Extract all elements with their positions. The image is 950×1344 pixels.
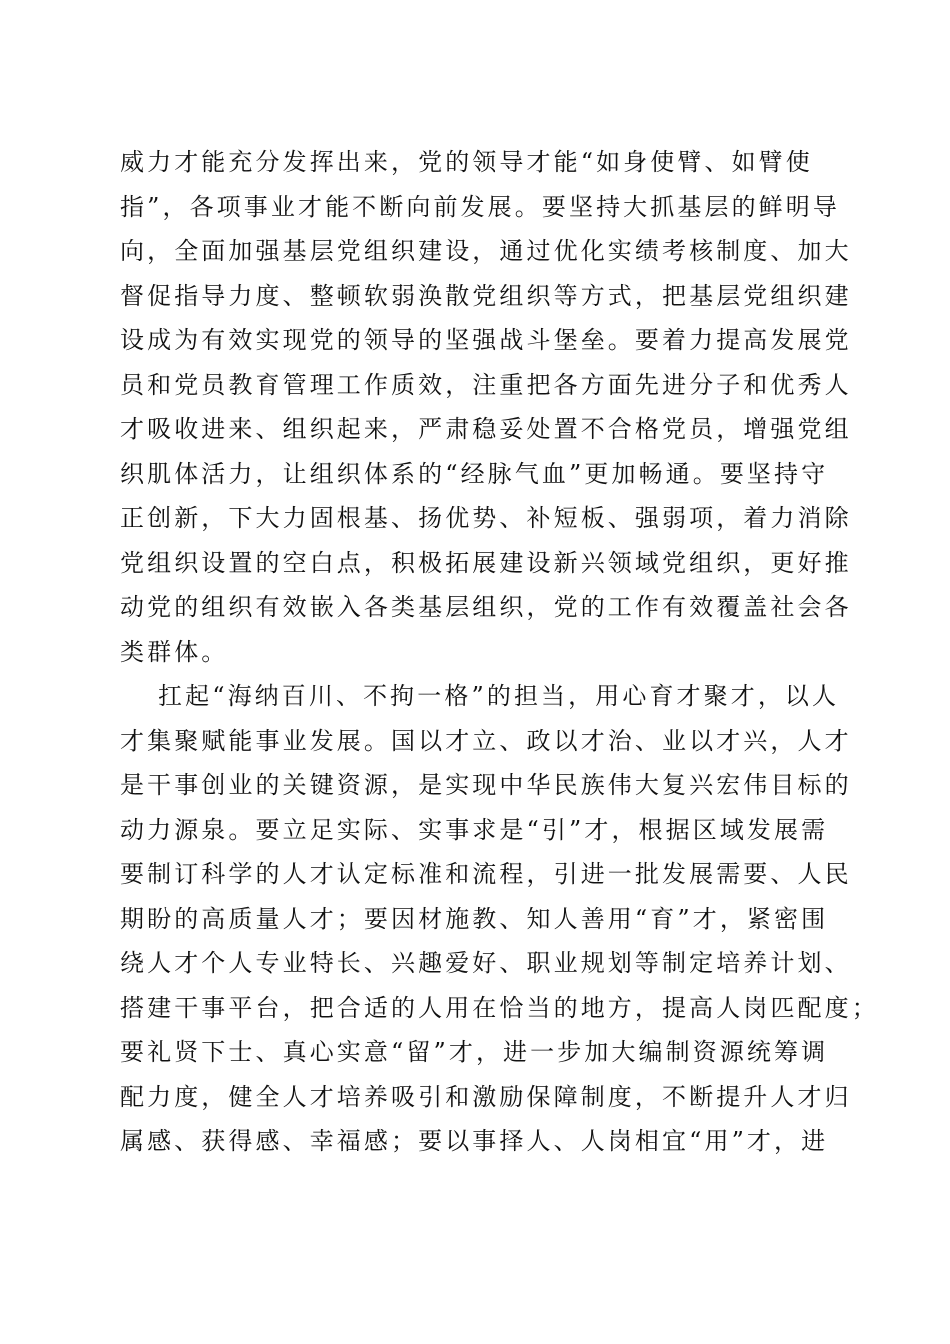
text-line: 督促指导力度、整顿软弱涣散党组织等方式，把基层党组织建: [120, 281, 852, 310]
text-line: 搭建干事平台，把合适的人用在恰当的地方，提高人岗匹配度；: [120, 993, 879, 1022]
text-line: 织肌体活力，让组织体系的“经脉气血”更加畅通。要坚持守: [120, 459, 829, 488]
text-line: 动党的组织有效嵌入各类基层组织，党的工作有效覆盖社会各: [120, 593, 852, 621]
text-line: 党组织设置的空白点，积极拓展建设新兴领域党组织，更好推: [120, 548, 852, 577]
paragraph-start-line: 扛起“海纳百川、不拘一格”的担当，用心育才聚才，以人: [158, 682, 840, 710]
text-line: 才吸收进来、组织起来，严肃稳妥处置不合格党员，增强党组: [120, 415, 852, 443]
text-line: 属感、获得感、幸福感；要以事择人、人岗相宜“用”才，进: [120, 1127, 829, 1155]
text-line: 要制订科学的人才认定标准和流程，引进一批发展需要、人民: [120, 860, 852, 888]
text-line: 类群体。: [120, 637, 229, 666]
text-line: 员和党员教育管理工作质效，注重把各方面先进分子和优秀人: [120, 370, 852, 399]
text-line: 是干事创业的关键资源，是实现中华民族伟大复兴宏伟目标的: [120, 771, 852, 799]
text-line: 向，全面加强基层党组织建设，通过优化实绩考核制度、加大: [120, 237, 852, 265]
text-line: 正创新，下大力固根基、扬优势、补短板、强弱项，着力消除: [120, 504, 852, 532]
body-text: [120, 140, 879, 1164]
text-line: 要礼贤下士、真心实意“留”才，进一步加大编制资源统筹调: [120, 1038, 829, 1066]
text-line: 才集聚赋能事业发展。国以才立、政以才治、业以才兴，人才: [120, 726, 852, 755]
text-line: 配力度，健全人才培养吸引和激励保障制度，不断提升人才归: [120, 1082, 852, 1111]
text-line: 指”，各项事业才能不断向前发展。要坚持大抓基层的鲜明导: [120, 192, 840, 221]
text-line: 绕人才个人专业特长、兴趣爱好、职业规划等制定培养计划、: [120, 949, 852, 977]
text-line: 设成为有效实现党的领导的坚强战斗堡垒。要着力提高发展党: [120, 326, 852, 354]
text-line: 动力源泉。要立足实际、实事求是“引”才，根据区域发展需: [120, 815, 829, 844]
text-line: 威力才能充分发挥出来，党的领导才能“如身使臂、如臂使: [120, 148, 813, 176]
text-line: 期盼的高质量人才；要因材施教、知人善用“育”才，紧密围: [120, 904, 829, 933]
